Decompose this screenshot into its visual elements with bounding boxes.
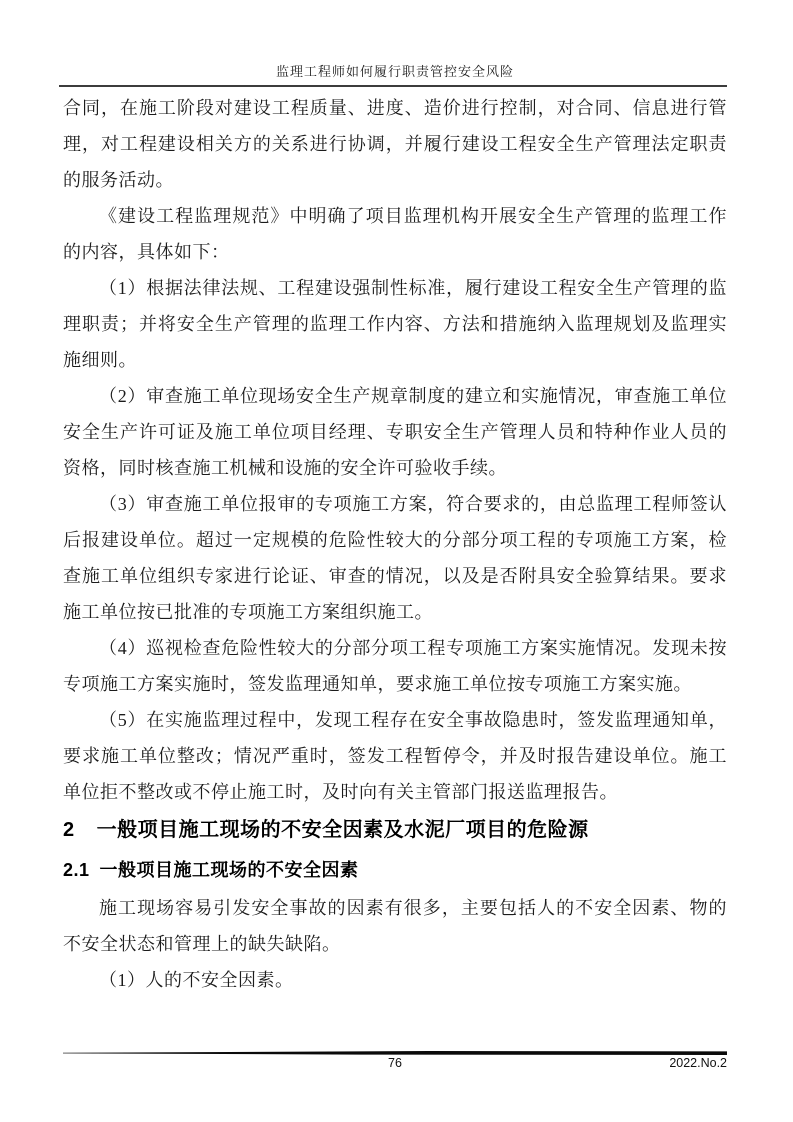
footer-rule — [63, 1051, 727, 1055]
section-number: 2 — [63, 819, 75, 841]
subsection-heading — [63, 850, 727, 890]
subsection-number: 2.1 — [63, 860, 90, 880]
paragraph-unsafe-factors: 施工现场容易引发安全事故的因素有很多，主要包括人的不安全因素、物的不安全状态和管理上的缺失缺陷。 — [63, 898, 727, 954]
paragraph-item-2: （2）审查施工单位现场安全生产规章制度的建立和实施情况，审查施工单位安全生产许可证及施工单位项目经理、专职安全生产管理人员和特种作业人员的资格，同时核查施工机械和设施的安全许可验收手续。 — [63, 386, 727, 478]
section-title: 一般项目施工现场的不安全因素及水泥厂项目的危险源 — [96, 819, 589, 841]
paragraph-item-4: （4）巡视检查危险性较大的分部分项工程专项施工方案实施情况。发现未按专项施工方案实施时，签发监理通知单，要求施工单位按专项施工方案实施。 — [63, 638, 727, 694]
footer — [63, 1056, 727, 1074]
document-body — [63, 90, 727, 998]
paragraph-intro-spec: 《建设工程监理规范》中明确了项目监理机构开展安全生产管理的监理工作的内容，具体如下： — [63, 206, 727, 262]
section-heading — [63, 810, 727, 850]
running-header-title: 监理工程师如何履行职责管控安全风险 — [275, 64, 514, 79]
page-number: 76 — [388, 1056, 402, 1070]
issue-label: 2022.No.2 — [669, 1056, 727, 1070]
paragraph-human-factor: （1）人的不安全因素。 — [99, 970, 294, 990]
paragraph-item-5: （5）在实施监理过程中，发现工程存在安全事故隐患时，签发监理通知单，要求施工单位整改；情况严重时，签发工程暂停令，并及时报告建设单位。施工单位拒不整改或不停止施工时，及时向有关主管部门报送监理报告。 — [63, 710, 727, 802]
paragraph-item-1: （1）根据法律法规、工程建设强制性标准，履行建设工程安全生产管理的监理职责；并将安全生产管理的监理工作内容、方法和措施纳入监理规划及监理实施细则。 — [63, 278, 727, 370]
paragraph-continuation: 合同，在施工阶段对建设工程质量、进度、造价进行控制，对合同、信息进行管理，对工程建设相关方的关系进行协调，并履行建设工程安全生产管理法定职责的服务活动。 — [63, 98, 727, 190]
subsection-title: 一般项目施工现场的不安全因素 — [99, 860, 359, 880]
header-rule — [59, 85, 727, 87]
paragraph-item-3: （3）审查施工单位报审的专项施工方案，符合要求的，由总监理工程师签认后报建设单位。超过一定规模的危险性较大的分部分项工程的专项施工方案，检查施工单位组织专家进行论证、审查的情况，以及是否附具安全验算结果。要求施工单位按已批准的专项施工方案组织施工。 — [63, 494, 727, 622]
